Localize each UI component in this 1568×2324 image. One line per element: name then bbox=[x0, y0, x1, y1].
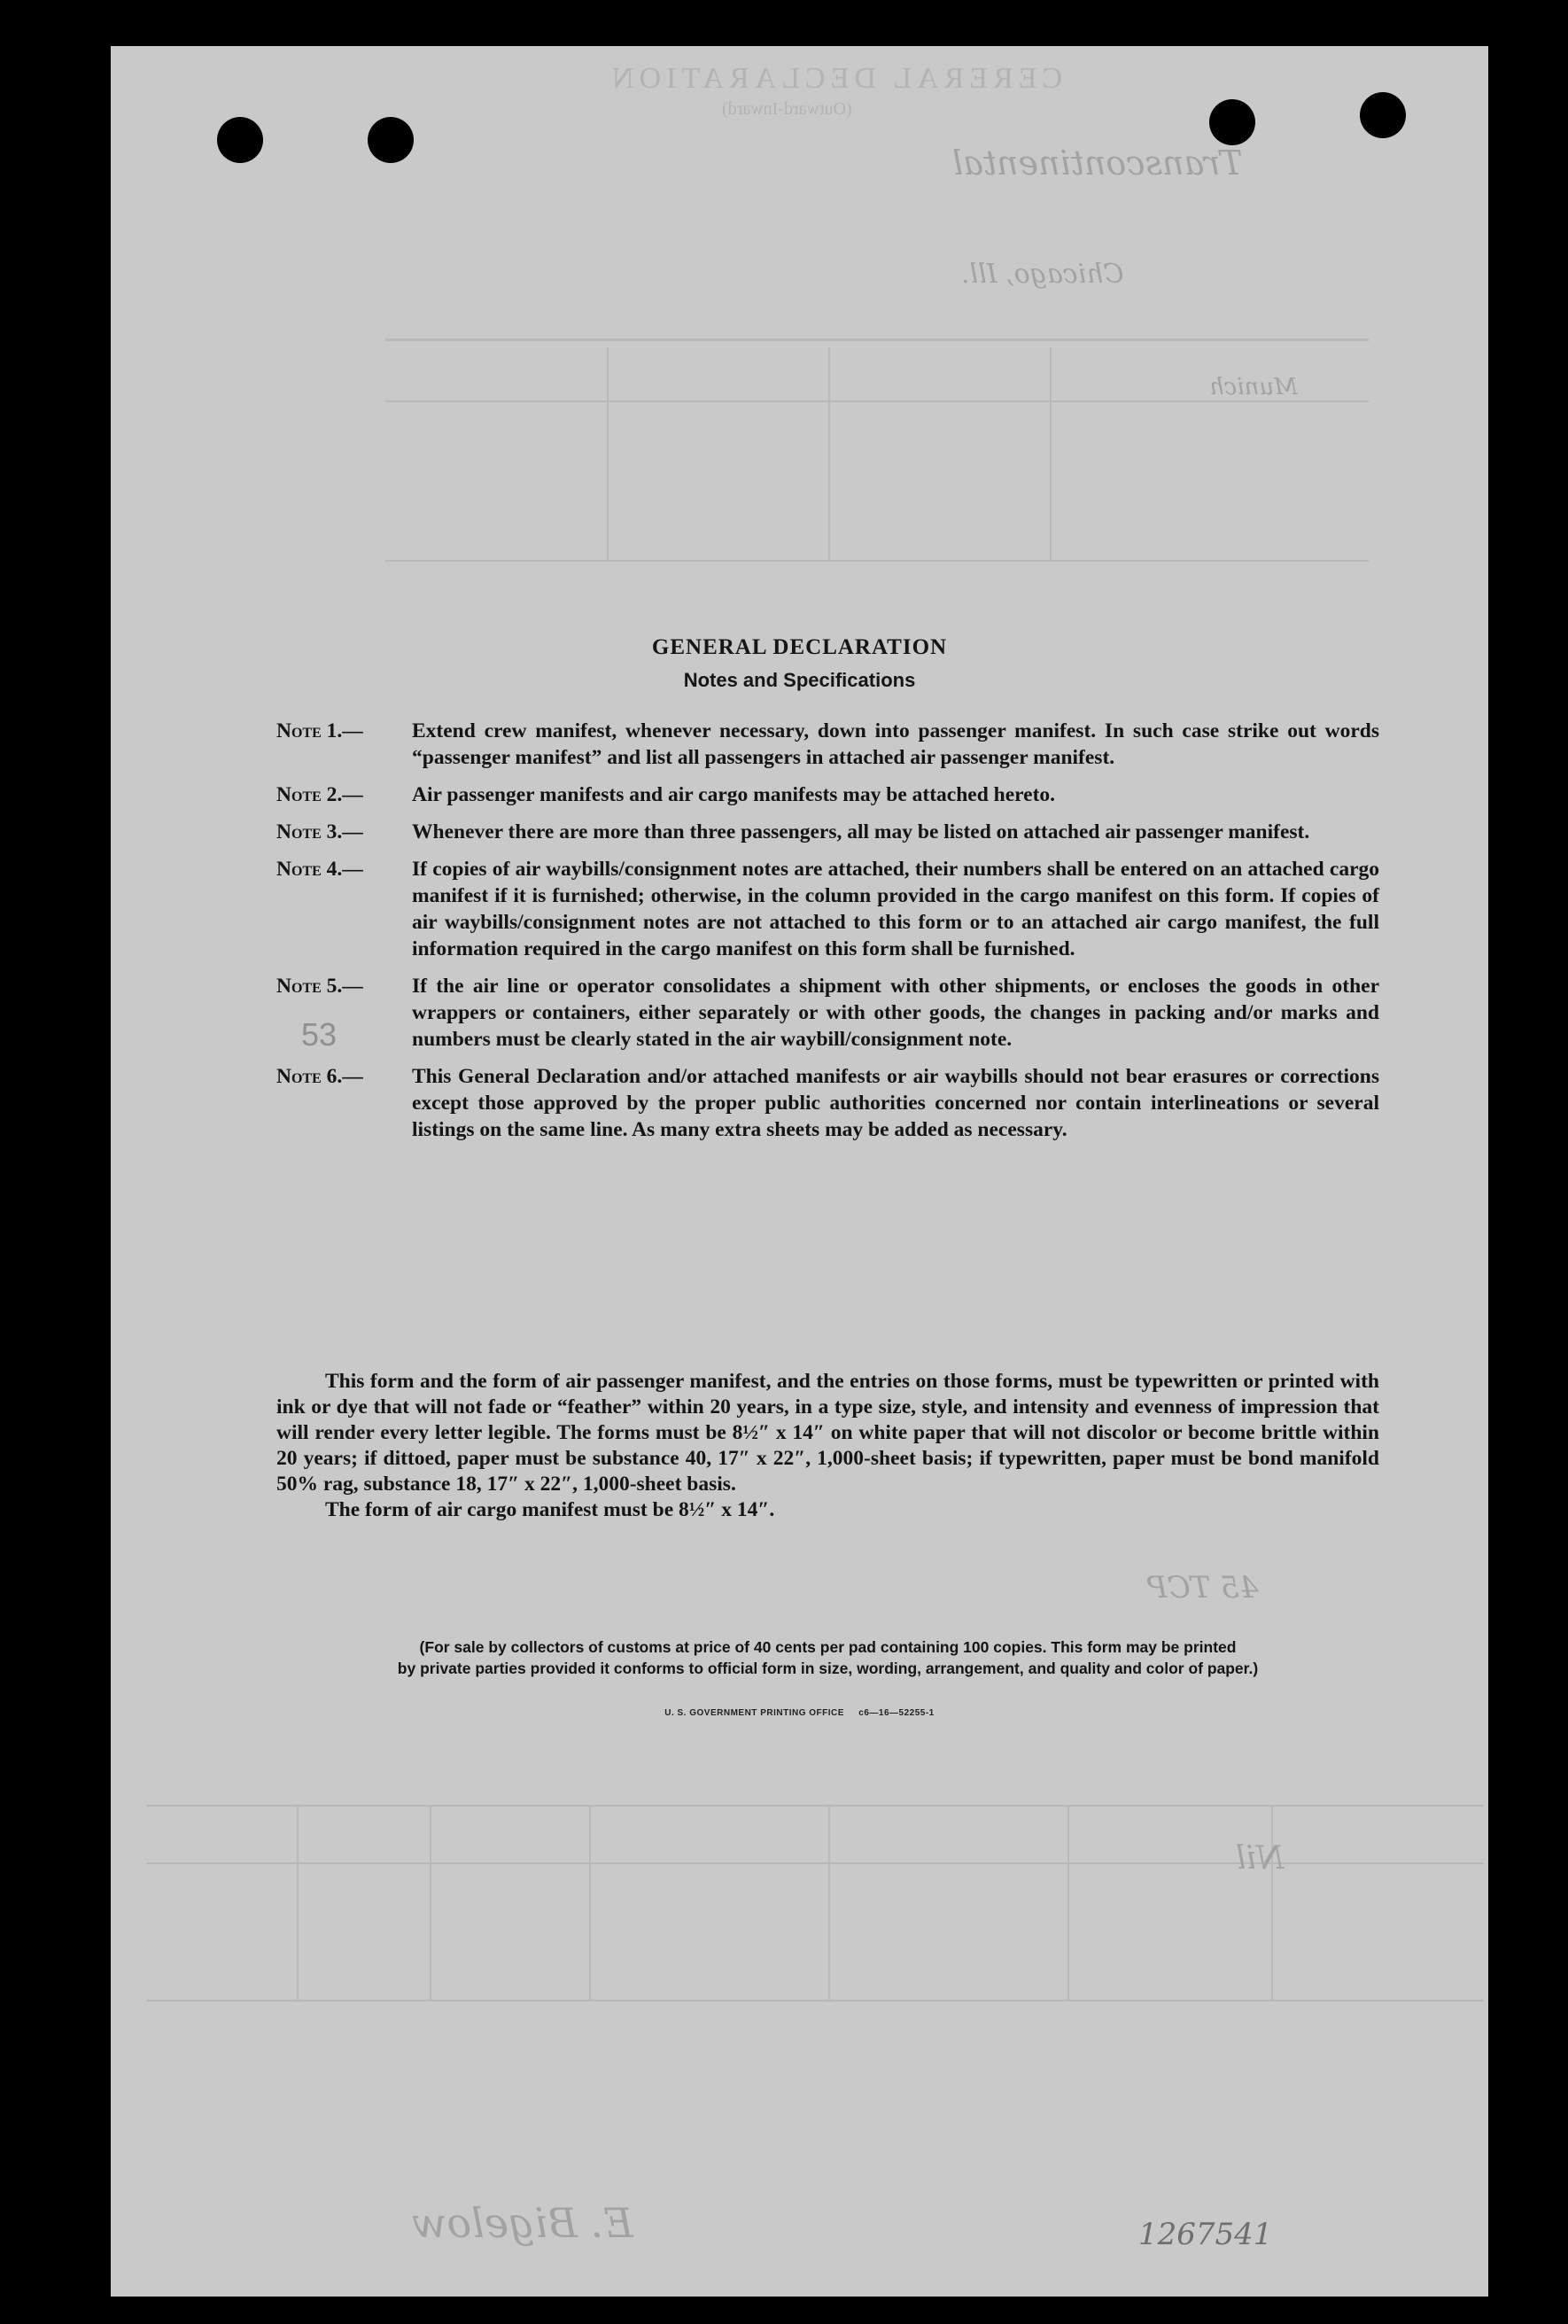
note-text: Extend crew manifest, whenever necessary, down into passenger manifest. In such case strike out words “passenger manifest” and list all passengers in attached air passenger manifest. bbox=[412, 719, 1379, 769]
printer-imprint: U. S. GOVERNMENT PRINTING OFFICE c6—16—52255-1 bbox=[664, 1708, 935, 1718]
note-label: Note 5.— bbox=[276, 975, 363, 998]
note-2 bbox=[276, 781, 1379, 808]
punch-hole-left-2 bbox=[368, 117, 414, 163]
note-6 bbox=[276, 1063, 1379, 1143]
note-text: If the air line or operator consolidates a shipment with other shipments, or encloses the goods in other wrappers or containers, either separately or with other goods, the changes in packing and/or marks and numbers must be clearly stated in the air waybill/consignment note. bbox=[412, 975, 1379, 1051]
sale-notice-line-2: by private parties provided it conforms to official form in size, wording, arrangement, and quality and color of paper.) bbox=[397, 1659, 1259, 1677]
note-4 bbox=[276, 856, 1379, 962]
note-label: Note 1.— bbox=[276, 719, 363, 742]
punch-hole-right-2 bbox=[1360, 92, 1406, 138]
note-text: This General Declaration and/or attached manifests or air waybills should not bear erasures or corrections except those approved by the proper public authorities concerned nor contain interlineations or several listings on the same line. As many extra sheets may be added as necessary. bbox=[412, 1065, 1379, 1141]
punch-hole-left-1 bbox=[217, 117, 263, 163]
note-3 bbox=[276, 819, 1379, 845]
note-label: Note 4.— bbox=[276, 858, 363, 881]
declaration-title: GENERAL DECLARATION bbox=[651, 635, 948, 659]
sale-notice-line-1: (For sale by collectors of customs at price of 40 cents per pad containing 100 copies. This form may be printed bbox=[419, 1638, 1237, 1656]
note-label: Note 2.— bbox=[276, 783, 363, 806]
cargo-manifest-size: The form of air cargo manifest must be 8½″ x 14″. bbox=[325, 1498, 775, 1521]
sale-notice bbox=[276, 1636, 1379, 1679]
margin-mark: 53 bbox=[301, 1016, 338, 1053]
note-1 bbox=[276, 718, 1379, 771]
note-label: Note 6.— bbox=[276, 1065, 363, 1088]
note-label: Note 3.— bbox=[276, 820, 363, 843]
notes-list bbox=[276, 718, 1379, 1154]
punch-hole-right-1 bbox=[1209, 99, 1255, 145]
requirements-paragraph: This form and the form of air passenger manifest, and the entries on those forms, must be typewritten or printed with ink or dye that will not fade or “feather” within 20 years, in a type size, style, and intensity and evenness of impression that will render every letter legible. The forms must be 8½″ x 14″ on white paper that will not discolor or become brittle within 20 years; if dittoed, paper must be substance 40, 17″ x 22″, 1,000-sheet basis; if typewritten, paper must be bond manifold 50% rag, substance 18, 17″ x 22″, 1,000-sheet basis. bbox=[276, 1370, 1379, 1496]
note-text: Whenever there are more than three passengers, all may be listed on attached air passenger manifest. bbox=[412, 820, 1310, 843]
declaration-subtitle: Notes and Specifications bbox=[683, 669, 916, 691]
note-text: Air passenger manifests and air cargo manifests may be attached hereto. bbox=[412, 783, 1056, 806]
note-5 bbox=[276, 973, 1379, 1053]
form-page: CERERAL DECLARATION (Outward-Inward) Transcontinental Chicago, Ill. Munich Nil 45 TCP E. Bigelow 1267541 53 GENERAL DECLARATION Notes and Specifications Note 1.— Extend crew manifest, whenever necessary, down into passenger manifest. In such case strike out words “passenger manifest” and list all passengers in attached air passenger manifest. Note 2.— Air passenger manifests and air cargo manifests may be attached hereto. Note 3.— Whenever there are more than three passengers, all may be listed on attached air passenger manifest. Note 4.— If copies of air waybills/consignment notes are attached, their numbers shall be entered on an attached cargo manifest if it is furnished; otherwise, in the column provided in the cargo manifest on this form. If copies of air waybills/consignment notes are not attached to this form or to an attached air cargo manifest, the full information required in the cargo manifest on this form shall be furnished. Note 5.— If the air line or operator consolidates a shipment with other shipments, or encloses the goods in other wrappers or containers, either separately or with other goods, the changes in packing and/or marks and numbers must be clearly stated in the air waybill/consignment note. Note 6.— This General Declaration and/or attached manifests or air waybills should not bear erasures or corrections except those approved by the proper public authorities concerned nor contain interlineations or several listings on the same line. As many extra sheets may be added as necessary. This form and the form of air passenger manifest, and the entries on those forms, must be typewritten or printed with ink or dye that will not fade or “feather” within 20 years, in a type size, style, and intensity and evenness of impression that will render every letter legible. The forms must be 8½″ x 14″ on white paper that will not discolor or become brittle within 20 years; if dittoed, paper must be substance 40, 17″ x 22″, 1,000-sheet basis; if typewritten, paper must be bond manifold 50% rag, substance 18, 17″ x 22″, 1,000-sheet basis. The form of air cargo manifest must be 8½″ x 14″. (For sale by collectors of customs at price of 40 cents per pad containing 100 copies. This form may be printed by private parties provided it conforms to official form in size, wording, arrangement, and quality and color of paper.) U. S. GOVERNMENT PRINTING OFFICE c6—16—52255-1 bbox=[111, 46, 1488, 2297]
note-text: If copies of air waybills/consignment notes are attached, their numbers shall be entered on an attached cargo manifest if it is furnished; otherwise, in the column provided in the cargo manifest on this form. If copies of air waybills/consignment notes are not attached to this form or to an attached air cargo manifest, the full information required in the cargo manifest on this form shall be furnished. bbox=[412, 858, 1379, 960]
form-requirements bbox=[276, 1369, 1379, 1523]
